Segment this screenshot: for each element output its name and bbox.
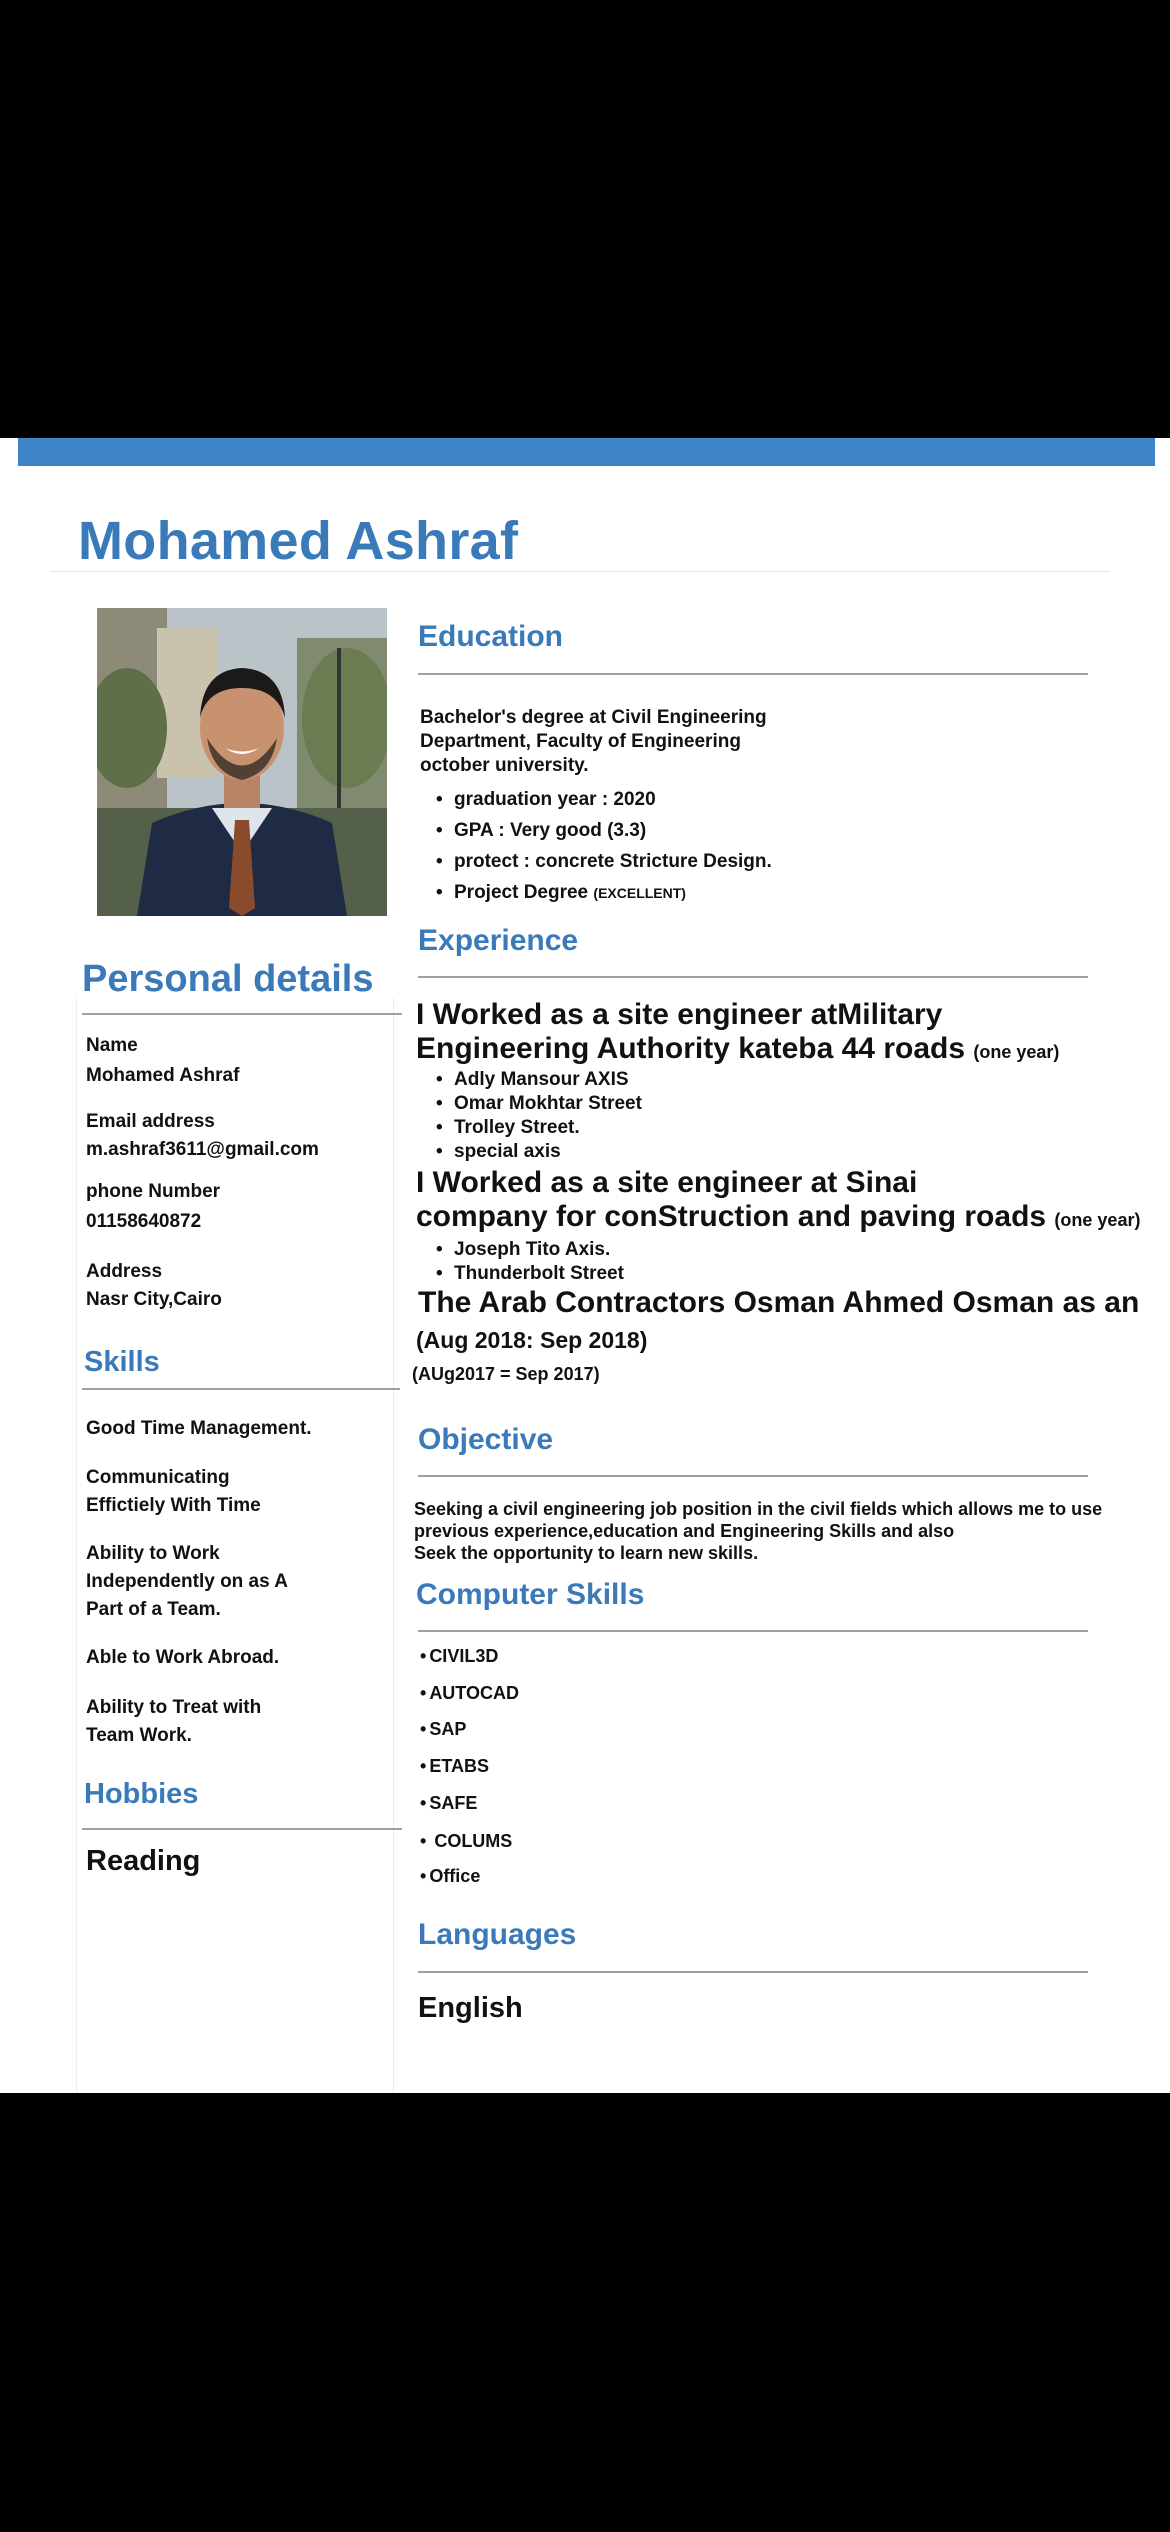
email-value: m.ashraf3611@gmail.com	[86, 1139, 319, 1160]
address-value: Nasr City,Cairo	[86, 1289, 222, 1310]
languages-heading: Languages	[418, 1918, 577, 1951]
job3-title: The Arab Contractors Osman Ahmed Osman as an	[418, 1286, 1140, 1319]
job1-duration: (one year)	[973, 1042, 1060, 1062]
skills-heading: Skills	[84, 1346, 160, 1378]
email-label: Email address	[86, 1111, 215, 1132]
education-divider	[418, 673, 1088, 675]
job3-date: (Aug 2018: Sep 2018)	[416, 1327, 648, 1353]
name-label: Name	[86, 1035, 138, 1056]
experience-divider	[418, 976, 1088, 978]
skill-item: Communicating Effictiely With Time	[86, 1467, 261, 1516]
computer-skill-item: • ETABS	[420, 1756, 489, 1776]
objective-heading: Objective	[418, 1423, 554, 1456]
project-grade: (EXCELLENT)	[593, 885, 686, 901]
languages-divider	[418, 1971, 1088, 1973]
profile-photo-illustration	[97, 608, 387, 916]
objective-divider	[418, 1475, 1088, 1477]
hobbies-heading: Hobbies	[84, 1778, 199, 1810]
top-accent-bar	[18, 438, 1155, 466]
phone-label: phone Number	[86, 1181, 221, 1202]
job1-bullet: • Adly Mansour AXIS	[432, 1068, 642, 1092]
job2-duration: (one year)	[1054, 1210, 1141, 1230]
education-bullets	[432, 784, 772, 909]
job2-employer: company for conStruction and paving roads (one year)	[416, 1200, 1141, 1233]
education-heading: Education	[418, 620, 564, 653]
objective-line: Seeking a civil engineering job position in the civil fields which allows me to use	[414, 1499, 1103, 1519]
skill-item: Ability to Treat with Team Work.	[86, 1697, 262, 1746]
left-column-border	[76, 998, 77, 2093]
phone-value: 01158640872	[86, 1211, 202, 1232]
job2-bullet: • Thunderbolt Street	[432, 1262, 624, 1286]
left-column-border-right	[393, 998, 394, 2093]
computer-skill-item: • CIVIL3D	[420, 1646, 499, 1666]
job2-title: I Worked as a site engineer at Sinai	[416, 1166, 918, 1199]
address-label: Address	[86, 1261, 163, 1282]
job3-date-secondary: (AUg2017 = Sep 2017)	[412, 1364, 600, 1384]
hobbies-divider	[82, 1828, 402, 1830]
skill-item: Ability to Work Independently on as A Part of a Team.	[86, 1543, 288, 1620]
education-bullet: • graduation year : 2020	[432, 784, 772, 815]
skill-item: Good Time Management.	[86, 1418, 312, 1439]
skill-item: Able to Work Abroad.	[86, 1647, 280, 1668]
job2-bullet: • Joseph Tito Axis.	[432, 1238, 624, 1262]
profile-photo	[97, 608, 387, 916]
education-bullet: • GPA : Very good (3.3)	[432, 815, 772, 846]
degree-line: Department, Faculty of Engineering	[420, 731, 741, 752]
skills-divider	[82, 1388, 400, 1390]
job1-employer: Engineering Authority kateba 44 roads (one year)	[416, 1032, 1060, 1065]
personal-details-divider	[82, 1013, 402, 1015]
computer-skills-divider	[418, 1630, 1088, 1632]
education-bullet: • protect : concrete Stricture Design.	[432, 846, 772, 877]
computer-skill-item: • Office	[420, 1866, 481, 1886]
job1-bullet: • special axis	[432, 1140, 642, 1164]
personal-details-heading: Personal details	[82, 958, 374, 1000]
computer-skill-item: • SAFE	[420, 1793, 478, 1813]
language-item: English	[418, 1992, 523, 2024]
computer-skill-item: • COLUMS	[420, 1831, 513, 1851]
computer-skills-heading: Computer Skills	[416, 1578, 645, 1611]
job1-bullet: • Trolley Street.	[432, 1116, 642, 1140]
objective-line: Seek the opportunity to learn new skills.	[414, 1543, 759, 1563]
education-bullet: • Project Degree (EXCELLENT)	[432, 877, 772, 909]
job2-bullets	[432, 1238, 624, 1286]
degree-line: Bachelor's degree at Civil Engineering	[420, 707, 767, 728]
job1-bullets	[432, 1068, 642, 1164]
job1-bullet: • Omar Mokhtar Street	[432, 1092, 642, 1116]
computer-skill-item: • AUTOCAD	[420, 1683, 519, 1703]
objective-line: previous experience,education and Engineering Skills and also	[414, 1521, 955, 1541]
title-divider	[50, 571, 1110, 572]
name-value: Mohamed Ashraf	[86, 1065, 240, 1086]
job1-title: I Worked as a site engineer atMilitary	[416, 998, 943, 1031]
experience-heading: Experience	[418, 924, 579, 957]
computer-skill-item: • SAP	[420, 1719, 467, 1739]
degree-line: october university.	[420, 755, 589, 776]
resume-page	[0, 438, 1170, 2093]
hobby-item: Reading	[86, 1845, 201, 1877]
resume-title-name: Mohamed Ashraf	[78, 511, 519, 571]
